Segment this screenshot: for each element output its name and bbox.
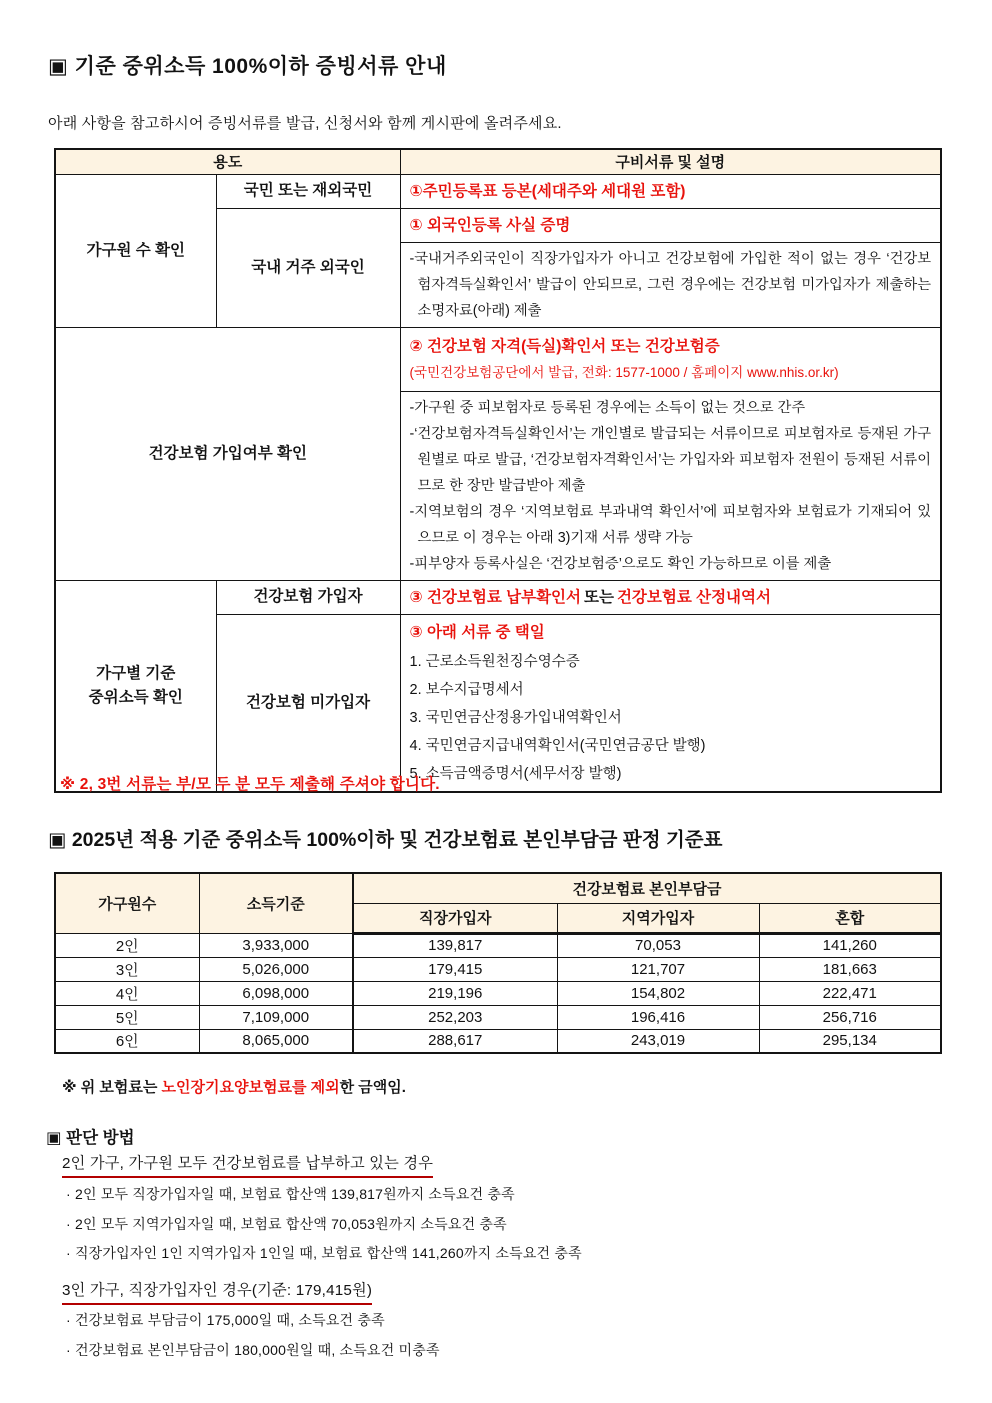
criteria-note-red: 노인장기요양보험료를 제외 [161, 1079, 340, 1096]
non-subscriber-doc-heading: ③ 아래 서류 중 택일 [409, 623, 545, 641]
foreigner-label: 국내 거주 외국인 [216, 208, 400, 327]
method-case1-heading [62, 1152, 433, 1178]
mixed-premium-cell: 181,663 [759, 957, 941, 981]
method-bullet: · 2인 모두 지역가입자일 때, 보험료 합산액 70,053원까지 소득요건 충족 [66, 1215, 507, 1232]
insurance-doc-issuer: (국민건강보험공단에서 발급, 전화: 1577-1000 / 홈페이지 www.nhis.or.kr) [409, 365, 839, 380]
mixed-header: 혼합 [759, 903, 941, 933]
insurance-note: -‘건강보험자격득실확인서’는 개인별로 발급되는 서류이므로 피보험자로 등재된 가구원별로 따로 발급, ‘건강보험자격확인서’는 가입자와 피보험자 전원이 등재된 서류이므로 한 장만 발급받아 제출 [409, 425, 932, 494]
local-premium-cell: 121,707 [557, 957, 759, 981]
foreigner-note-cell [400, 242, 941, 327]
household-count-cell: 2인 [55, 933, 199, 957]
local-premium-cell: 154,802 [557, 981, 759, 1005]
income-cell: 5,026,000 [199, 957, 353, 981]
method-case2-bullets [66, 1306, 440, 1365]
docs-header-cell: 구비서류 및 설명 [400, 149, 941, 174]
income-cell: 7,109,000 [199, 1005, 353, 1029]
household-check-label: 가구원 수 확인 [55, 174, 216, 327]
employee-premium-cell: 139,817 [353, 933, 557, 957]
subscriber-doc-red1: ③ 건강보험료 납부확인서 [409, 588, 581, 606]
employee-premium-cell: 252,203 [353, 1005, 557, 1029]
page-title: ▣ 기준 중위소득 100%이하 증빙서류 안내 [48, 55, 447, 78]
national-doc-text: ①주민등록표 등본(세대주와 세대원 포함) [400, 174, 941, 208]
income-check-label-line2: 중위소득 확인 [88, 688, 183, 706]
method-bullet: · 건강보험료 본인부담금이 180,000원일 때, 소득요건 미충족 [66, 1341, 440, 1358]
criteria-header-row1 [55, 873, 941, 903]
criteria-row [55, 981, 941, 1005]
subscriber-doc-or: 또는 [583, 588, 614, 606]
documents-table [54, 148, 942, 793]
non-subscriber-doc-cell [400, 614, 941, 792]
criteria-row [55, 1029, 941, 1053]
method-case2-heading-text: 3인 가구, 직장가입자인 경우(기준: 179,415원) [62, 1279, 372, 1305]
employee-subscriber-header: 직장가입자 [353, 903, 557, 933]
insurance-notes-cell [400, 391, 941, 580]
insurance-note: -지역보험의 경우 ‘지역보험료 부과내역 확인서’에 피보험자와 보험료가 기재되어 있으므로 이 경우는 아래 3)기재 서류 생략 가능 [409, 503, 932, 546]
mixed-premium-cell: 222,471 [759, 981, 941, 1005]
method-bullet: · 직장가입자인 1인 지역가입자 1인일 때, 보험료 합산액 141,260까지 소득요건 충족 [66, 1245, 582, 1261]
insurance-check-label: 건강보험 가입여부 확인 [55, 327, 400, 580]
local-premium-cell: 243,019 [557, 1029, 759, 1053]
subscriber-doc-cell [400, 580, 941, 614]
method-case2-heading [62, 1279, 372, 1305]
intro-text: 아래 사항을 참고하시어 증빙서류를 발급, 신청서와 함께 게시판에 올려주세요. [48, 115, 562, 132]
non-subscriber-label: 건강보험 미가입자 [216, 614, 400, 792]
insurance-doc-cell [400, 327, 941, 391]
purpose-header-cell: 용도 [55, 149, 400, 174]
income-cell: 8,065,000 [199, 1029, 353, 1053]
insurance-doc-text: ② 건강보험 자격(득실)확인서 또는 건강보험증 [409, 338, 720, 355]
household-count-header: 가구원수 [55, 873, 199, 933]
household-count-cell: 5인 [55, 1005, 199, 1029]
criteria-note [62, 1076, 406, 1097]
employee-premium-cell: 288,617 [353, 1029, 557, 1053]
mixed-premium-cell: 256,716 [759, 1005, 941, 1029]
criteria-row [55, 933, 941, 957]
mixed-premium-cell: 141,260 [759, 933, 941, 957]
criteria-row [55, 957, 941, 981]
subscriber-label: 건강보험 가입자 [216, 580, 400, 614]
insurance-note: -피부양자 등록사실은 ‘건강보험증’으로도 확인 가능하므로 이를 제출 [409, 555, 832, 572]
doc-list-item: 4. 국민연금지급내역확인서(국민연금공단 발행) [409, 737, 706, 754]
premium-group-header: 건강보험료 본인부담금 [353, 873, 941, 903]
insurance-note: -가구원 중 피보험자로 등록된 경우에는 소득이 없는 것으로 간주 [409, 399, 806, 416]
local-premium-cell: 196,416 [557, 1005, 759, 1029]
method-title: ▣ 판단 방법 [46, 1129, 135, 1147]
local-subscriber-header: 지역가입자 [557, 903, 759, 933]
income-check-label [55, 580, 216, 792]
employee-premium-cell: 219,196 [353, 981, 557, 1005]
table-row [55, 174, 941, 208]
foreigner-note-text: -국내거주외국인이 직장가입자가 아니고 건강보험에 가입한 적이 없는 경우 ‘건강보험자격득실확인서’ 발급이 안되므로, 그런 경우에는 건강보험 미가입자가 제출하는 소명자료(아래) 제출 [409, 250, 932, 319]
criteria-table [54, 872, 942, 1054]
local-premium-cell: 70,053 [557, 933, 759, 957]
table-row [55, 327, 941, 391]
documents-table-header-row [55, 149, 941, 174]
income-check-label-line1: 가구별 기준 [96, 664, 176, 682]
national-label: 국민 또는 재외국민 [216, 174, 400, 208]
subscriber-doc-red2: 건강보험료 산정내역서 [616, 588, 771, 606]
doc-list-item: 2. 보수지급명세서 [409, 681, 524, 698]
household-count-cell: 6인 [55, 1029, 199, 1053]
income-standard-header: 소득기준 [199, 873, 353, 933]
criteria-note-prefix: ※ 위 보험료는 [62, 1079, 162, 1096]
method-bullet: · 2인 모두 직장가입자일 때, 보험료 합산액 139,817원까지 소득요건 충족 [66, 1186, 515, 1202]
documents-footnote: ※ 2, 3번 서류는 부/모 두 분 모두 제출해 주셔야 합니다. [60, 776, 440, 793]
doc-list-item: 5. 소득금액증명서(세무서장 발행) [409, 765, 622, 782]
method-bullet: · 건강보험료 부담금이 175,000일 때, 소득요건 충족 [66, 1312, 385, 1328]
table-row [55, 580, 941, 614]
doc-list-item: 1. 근로소득원천징수영수증 [409, 653, 580, 670]
household-count-cell: 4인 [55, 981, 199, 1005]
method-case1-bullets [66, 1180, 582, 1269]
criteria-note-suffix: 한 금액임. [339, 1079, 406, 1096]
income-cell: 6,098,000 [199, 981, 353, 1005]
criteria-section-title: ▣ 2025년 적용 기준 중위소득 100%이하 및 건강보험료 본인부담금 판정 기준표 [48, 829, 723, 851]
doc-list-item: 3. 국민연금산정용가입내역확인서 [409, 709, 622, 726]
foreigner-doc-text: ① 외국인등록 사실 증명 [400, 208, 941, 242]
household-count-cell: 3인 [55, 957, 199, 981]
employee-premium-cell: 179,415 [353, 957, 557, 981]
mixed-premium-cell: 295,134 [759, 1029, 941, 1053]
method-case1-heading-text: 2인 가구, 가구원 모두 건강보험료를 납부하고 있는 경우 [62, 1152, 433, 1178]
income-cell: 3,933,000 [199, 933, 353, 957]
criteria-row [55, 1005, 941, 1029]
